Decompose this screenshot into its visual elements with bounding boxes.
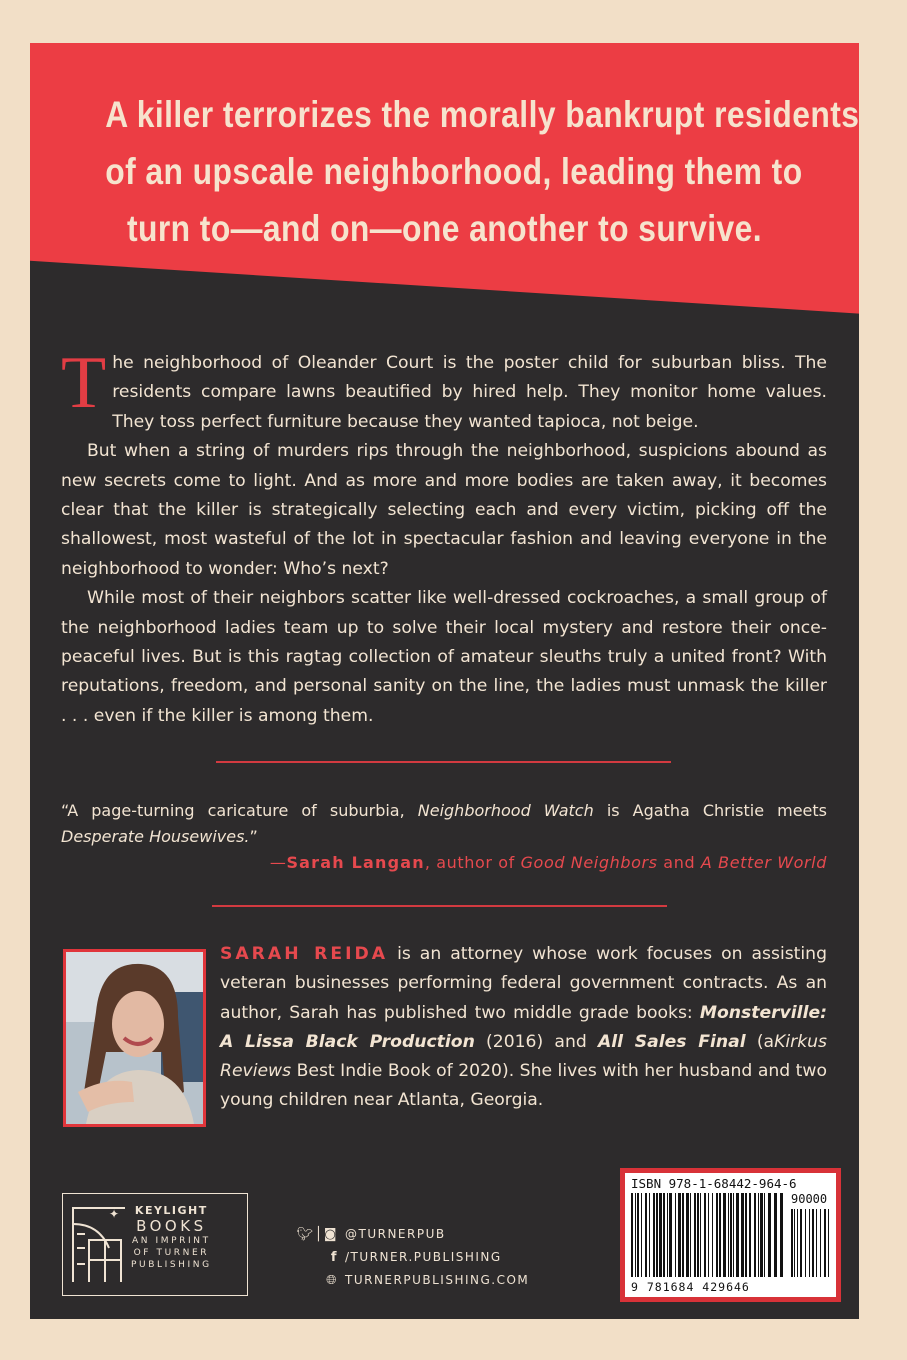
- attribution-author: Sarah Langan: [286, 853, 425, 872]
- publisher-sub-3: PUBLISHING: [131, 1260, 212, 1270]
- barcode-bar: [768, 1193, 771, 1277]
- tagline-line-1: A killer terrorizes the morally bankrupt residents: [105, 94, 859, 135]
- bio-kirkus: Kirkus Reviews: [220, 1031, 828, 1082]
- description-paragraph-1: [61, 342, 827, 437]
- svg-text:✦: ✦: [109, 1207, 120, 1221]
- price-bar: [812, 1209, 814, 1277]
- barcode-bar: [719, 1193, 721, 1277]
- barcode-bar: [678, 1193, 681, 1277]
- back-cover: [30, 43, 859, 1319]
- quote-title-2: Desperate Housewives.: [61, 827, 250, 846]
- tagline-line-3: turn to—and on—one another to survive.: [126, 208, 763, 249]
- publisher-sub-1: AN IMPRINT: [131, 1236, 211, 1246]
- attribution-of: , author of: [424, 853, 515, 872]
- price-bar: [809, 1209, 810, 1277]
- facebook-icon: f: [330, 1250, 338, 1265]
- publisher-brand-1: KEYLIGHT: [134, 1204, 208, 1217]
- website-link[interactable]: TURNERPUBLISHING.COM: [345, 1273, 530, 1287]
- barcode-bar: [728, 1193, 729, 1277]
- barcode-bar: [690, 1193, 691, 1277]
- quote-attribution: [270, 850, 827, 876]
- price-bar: [797, 1209, 798, 1277]
- drop-cap: T: [61, 342, 107, 424]
- price-bar: [791, 1209, 793, 1277]
- barcode-bar: [712, 1193, 713, 1277]
- quote-open: “A page-turning caricature of suburbia,: [61, 801, 405, 820]
- barcode-bar: [736, 1193, 739, 1277]
- barcode-bar: [774, 1193, 777, 1277]
- barcode-bar: [754, 1193, 756, 1277]
- barcode-bar: [656, 1193, 658, 1277]
- barcode-bar: [653, 1193, 655, 1277]
- description-paragraph-3: While most of their neighbors scatter like well-dressed cockroaches, a small group of the neighborhood ladies team up to solve their local mystery and restore their once-peaceful lives. But is this ragtag collection of amateur sleuths truly a united front? With reputations, freedom, and personal sanity on the line, the ladies must unmask the killer . . . even if the killer is among them.: [61, 588, 827, 726]
- review-quote: [61, 798, 827, 850]
- bio-text-1: is an attorney whose work focuses on assisting veteran businesses performing federal government contracts. As an author, Sarah has published two middle grade books:: [220, 944, 827, 1023]
- bio-text-2: (2016) and: [486, 1031, 587, 1052]
- attribution-dash: —: [269, 853, 287, 872]
- facebook-handle[interactable]: /TURNER.PUBLISHING: [345, 1250, 502, 1264]
- price-bar: [794, 1209, 795, 1277]
- barcode-bar: [686, 1193, 689, 1277]
- barcode-bar: [649, 1193, 650, 1277]
- author-photo-image: [66, 952, 203, 1124]
- attribution-book-2: A Better World: [700, 853, 827, 872]
- author-name: SARAH REIDA: [220, 944, 389, 964]
- globe-icon: 🌐︎: [326, 1273, 338, 1288]
- barcode-bar: [730, 1193, 732, 1277]
- barcode-bar: [745, 1193, 747, 1277]
- barcode-bar: [780, 1193, 783, 1277]
- barcode-bar: [749, 1193, 751, 1277]
- bio-book-2: All Sales Final: [597, 1031, 746, 1052]
- barcode-bar: [723, 1193, 726, 1277]
- quote-close: ”: [249, 827, 258, 846]
- barcode-bar: [700, 1193, 701, 1277]
- barcode-bars: [625, 1173, 836, 1297]
- publisher-wordmark: [131, 1204, 212, 1271]
- barcode-bar: [758, 1193, 759, 1277]
- barcode-bar: [741, 1193, 744, 1277]
- barcode-bar: [760, 1193, 763, 1277]
- barcode-bar: [631, 1193, 633, 1277]
- barcode-bar: [704, 1193, 706, 1277]
- barcode-panel: [625, 1173, 836, 1297]
- divider-top: [216, 761, 671, 763]
- barcode-bar: [764, 1193, 765, 1277]
- book-description: [61, 342, 827, 731]
- barcode-bar: [669, 1193, 672, 1277]
- barcode-bar: [694, 1193, 696, 1277]
- quote-mid: is Agatha Christie meets: [606, 801, 828, 820]
- barcode-bar: [637, 1193, 639, 1277]
- barcode-digits: 9 781684 429646: [631, 1280, 750, 1294]
- barcode-bar: [675, 1193, 676, 1277]
- price-bar: [828, 1209, 829, 1277]
- barcode-bar: [733, 1193, 734, 1277]
- author-photo: [63, 949, 206, 1127]
- price-bar: [816, 1209, 817, 1277]
- twitter-icon: 🐦︎: [296, 1227, 315, 1242]
- tagline: [105, 86, 859, 257]
- author-bio: [220, 940, 827, 1116]
- isbn-barcode: [620, 1168, 841, 1302]
- barcode-bar: [682, 1193, 684, 1277]
- twitter-instagram-icons: 🐦︎│◙: [296, 1227, 338, 1242]
- quote-title-1: Neighborhood Watch: [417, 801, 594, 820]
- barcode-bar: [645, 1193, 647, 1277]
- barcode-price-code: 90000: [791, 1192, 828, 1206]
- bio-book-1: Monsterville: A Lissa Black Production: [220, 1002, 827, 1052]
- price-bar: [820, 1209, 821, 1277]
- price-bar: [800, 1209, 802, 1277]
- barcode-bar: [697, 1193, 699, 1277]
- instagram-icon: ◙: [323, 1227, 338, 1242]
- publisher-sub-2: OF TURNER: [133, 1248, 210, 1258]
- attribution-and: and: [663, 853, 696, 872]
- publisher-logo: [62, 1193, 248, 1296]
- twitter-handle[interactable]: @TURNERPUB: [345, 1227, 446, 1241]
- barcode-bar: [641, 1193, 642, 1277]
- isbn-number: ISBN 978-1-68442-964-6: [631, 1176, 797, 1191]
- description-paragraph-2: But when a string of murders rips through the neighborhood, suspicions abound as new secrets come to light. And as more and more bodies are taken away, it becomes clear that the killer is strategically selecting each and every victim, picking off the shallowest, most wasteful of the lot in spectacular fashion and leaving everyone in the neighborhood to wonder: Who’s next?: [61, 441, 827, 579]
- keylight-emblem-icon: [69, 1204, 129, 1284]
- price-bar: [824, 1209, 826, 1277]
- attribution-book-1: Good Neighbors: [520, 853, 658, 872]
- barcode-bar: [667, 1193, 668, 1277]
- tagline-line-2: of an upscale neighborhood, leading them to: [105, 151, 803, 192]
- barcode-bar: [708, 1193, 709, 1277]
- barcode-bar: [663, 1193, 665, 1277]
- barcode-bar: [716, 1193, 718, 1277]
- barcode-bar: [635, 1193, 636, 1277]
- barcode-bar: [659, 1193, 662, 1277]
- divider-bottom: [212, 905, 667, 907]
- publisher-brand-2: BOOKS: [136, 1217, 207, 1235]
- bio-text-4: Best Indie Book of 2020). She lives with her husband and two young children near Atlanta, Georgia.: [220, 1061, 827, 1111]
- bio-text-3: (a: [756, 1031, 775, 1052]
- price-bar: [805, 1209, 806, 1277]
- paragraph-1-text: he neighborhood of Oleander Court is the poster child for suburban bliss. The residents compare lawns beautified by hired help. They monitor home values. They toss perfect furniture because they wanted tapioca, not beige.: [112, 353, 827, 432]
